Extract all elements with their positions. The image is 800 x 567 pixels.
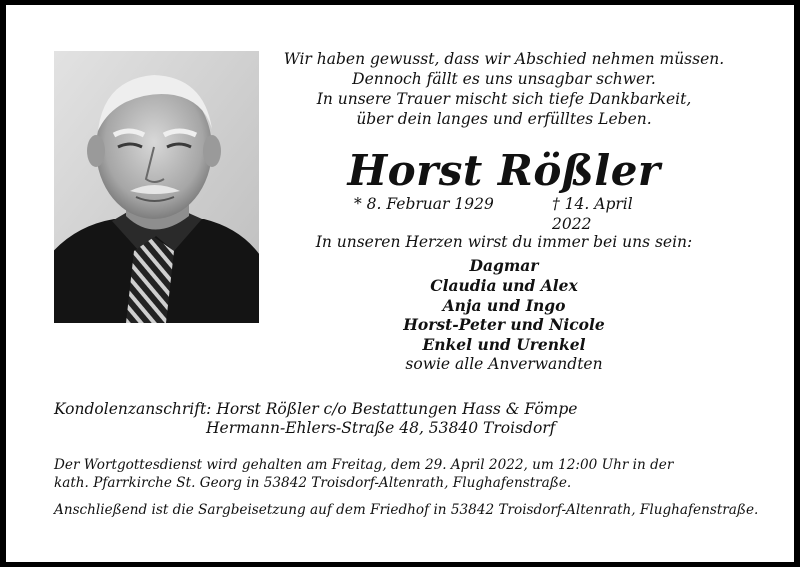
- condolence-address: [54, 400, 578, 438]
- service-line-2: kath. Pfarrkirche St. Georg in 53842 Troisdorf-Altenrath, Flughafenstraße.: [54, 475, 572, 491]
- condolence-line-1: Kondolenzanschrift: Horst Rößler c/o Bestattungen Hass & Fömpe: [54, 400, 578, 418]
- portrait-illustration: [54, 51, 259, 323]
- mourner-name: Claudia und Alex: [430, 275, 578, 295]
- verse-line: Dennoch fällt es uns unsagbar schwer.: [352, 70, 656, 88]
- service-line-1: Der Wortgottesdienst wird gehalten am Freitag, dem 29. April 2022, um 12:00 Uhr in der: [54, 457, 674, 473]
- verse-line: In unsere Trauer mischt sich tiefe Dankbarkeit,: [316, 90, 692, 108]
- memorial-verse: [274, 49, 734, 129]
- portrait-photo: [54, 51, 259, 323]
- burial-notice: [54, 501, 759, 519]
- verse-line: Wir haben gewusst, dass wir Abschied nehmen müssen.: [283, 50, 725, 68]
- mourners-intro: In unseren Herzen wirst du immer bei uns sein:: [315, 233, 693, 251]
- mourner-name: Dagmar: [469, 256, 539, 275]
- birth-date: * 8. Februar 1929: [354, 195, 494, 213]
- burial-line: Anschließend ist die Sargbeisetzung auf dem Friedhof in 53842 Troisdorf-Altenrath, Flughafenstraße.: [54, 502, 759, 518]
- relatives-line: sowie alle Anverwandten: [405, 354, 603, 373]
- deceased-name: Horst Rößler: [347, 146, 661, 195]
- condolence-line-2: Hermann-Ehlers-Straße 48, 53840 Troisdorf: [206, 419, 556, 437]
- mourner-name: Enkel und Urenkel: [422, 335, 586, 355]
- mourner-name: Anja und Ingo: [442, 295, 566, 315]
- verse-line: über dein langes und erfülltes Leben.: [356, 110, 652, 128]
- mourner-name: Horst-Peter und Nicole: [403, 315, 605, 335]
- death-date: † 14. April 2022: [552, 195, 633, 233]
- obituary-card: [6, 5, 794, 562]
- mourners-list: [274, 256, 734, 375]
- service-notice: [54, 456, 754, 492]
